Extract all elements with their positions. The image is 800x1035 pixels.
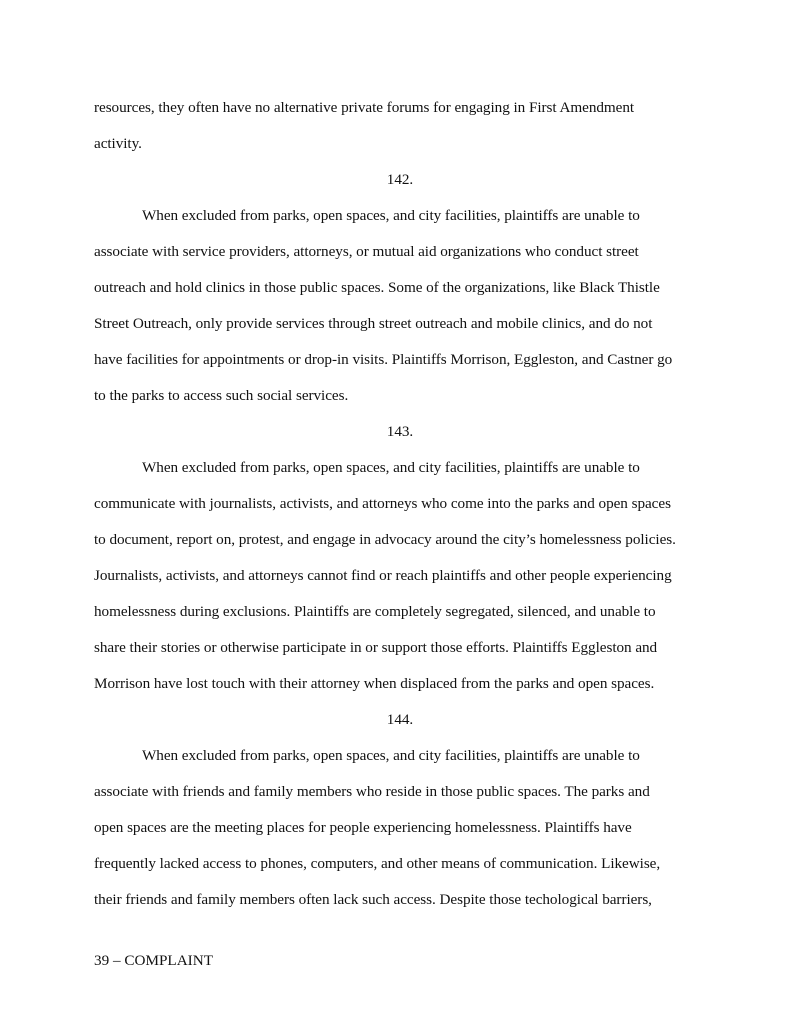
body-line: Journalists, activists, and attorneys cannot find or reach plaintiffs and other people experiencing — [94, 567, 672, 584]
body-line: activity. — [94, 135, 142, 152]
paragraph-number: 143. — [386, 423, 414, 440]
body-line: share their stories or otherwise participate in or support those efforts. Plaintiffs Eggleston and — [94, 639, 658, 656]
body-line: frequently lacked access to phones, computers, and other means of communication. Likewise, — [94, 855, 661, 872]
page-footer: 39 – COMPLAINT — [94, 952, 213, 969]
body-line: resources, they often have no alternative private forums for engaging in First Amendment — [94, 99, 635, 116]
body-line: When excluded from parks, open spaces, and city facilities, plaintiffs are unable to — [142, 207, 640, 224]
body-line: associate with friends and family members who reside in those public spaces. The parks and — [94, 783, 650, 800]
body-line: associate with service providers, attorneys, or mutual aid organizations who conduct street — [94, 243, 639, 260]
paragraph-number: 142. — [386, 171, 414, 188]
body-line: Morrison have lost touch with their attorney when displaced from the parks and open spaces. — [94, 675, 655, 692]
body-line: outreach and hold clinics in those public spaces. Some of the organizations, like Black Thistle — [94, 279, 660, 296]
body-line: When excluded from parks, open spaces, and city facilities, plaintiffs are unable to — [142, 747, 640, 764]
body-line: to the parks to access such social services. — [94, 387, 349, 404]
body-line: their friends and family members often lack such access. Despite those techological barriers, — [94, 891, 652, 908]
body-line: open spaces are the meeting places for people experiencing homelessness. Plaintiffs have — [94, 819, 632, 836]
body-line: When excluded from parks, open spaces, and city facilities, plaintiffs are unable to — [142, 459, 640, 476]
body-line: have facilities for appointments or drop-in visits. Plaintiffs Morrison, Eggleston, and Castner go — [94, 351, 673, 368]
body-line: homelessness during exclusions. Plaintiffs are completely segregated, silenced, and unable to — [94, 603, 656, 620]
document-body — [94, 90, 706, 918]
body-line: to document, report on, protest, and engage in advocacy around the city’s homelessness policies. — [94, 531, 676, 548]
body-line: Street Outreach, only provide services through street outreach and mobile clinics, and do not — [94, 315, 653, 332]
body-line: communicate with journalists, activists, and attorneys who come into the parks and open spaces — [94, 495, 671, 512]
paragraph-number: 144. — [386, 711, 414, 728]
